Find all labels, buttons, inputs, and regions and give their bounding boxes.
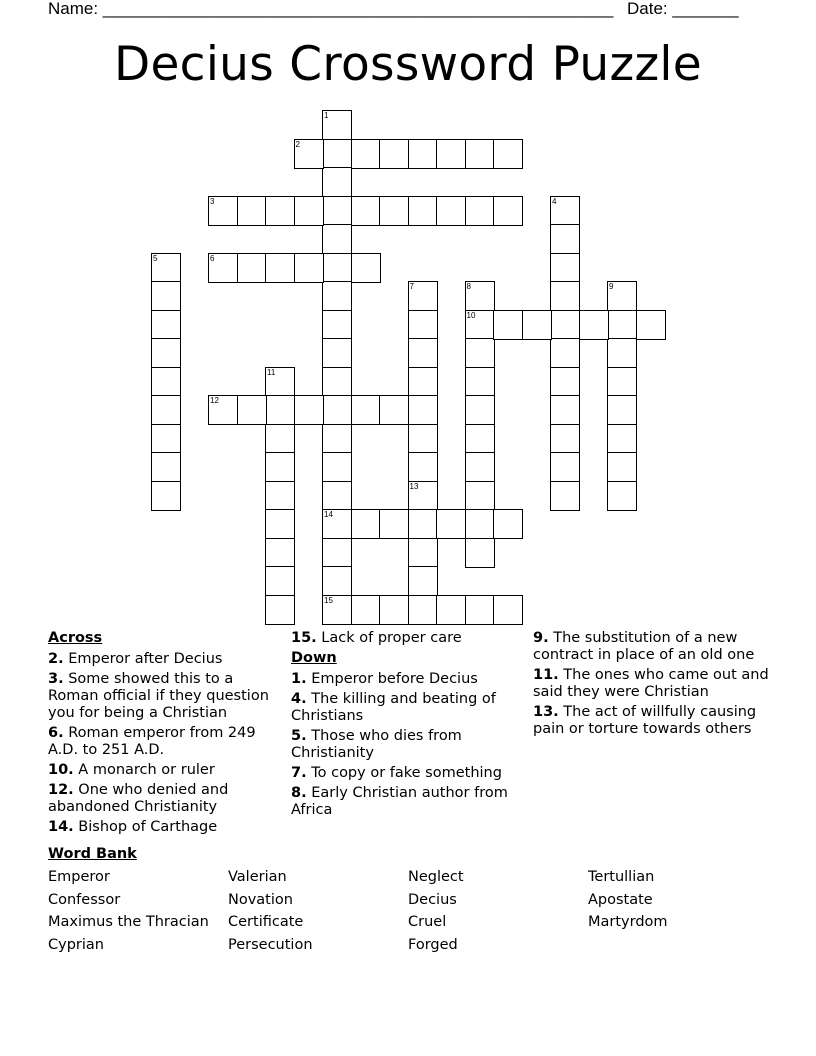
clue-down-5: [291, 728, 529, 762]
clue-text: Lack of proper care: [321, 630, 462, 646]
crossword-cell[interactable]: [151, 367, 181, 397]
crossword-cell[interactable]: [550, 310, 580, 340]
crossword-cell[interactable]: [265, 424, 295, 454]
crossword-cell[interactable]: [322, 509, 352, 539]
crossword-cell[interactable]: [550, 452, 580, 482]
cell-number: 10: [466, 310, 476, 320]
crossword-cell[interactable]: [465, 196, 495, 226]
crossword-cell[interactable]: [322, 281, 352, 311]
crossword-cell[interactable]: [550, 424, 580, 454]
crossword-cell[interactable]: [607, 452, 637, 482]
clue-number: 7.: [291, 765, 307, 781]
crossword-cell[interactable]: [322, 167, 352, 197]
crossword-cell[interactable]: [465, 424, 495, 454]
crossword-cell[interactable]: [607, 424, 637, 454]
word-bank-item: Cyprian: [48, 936, 104, 953]
crossword-cell[interactable]: [265, 367, 295, 397]
crossword-cell[interactable]: [322, 566, 352, 596]
clue-number: 5.: [291, 728, 307, 744]
crossword-cell[interactable]: [465, 139, 495, 169]
crossword-cell[interactable]: [465, 338, 495, 368]
crossword-cell[interactable]: [465, 595, 495, 625]
crossword-cell[interactable]: [550, 395, 580, 425]
crossword-cell[interactable]: [408, 395, 438, 425]
word-bank-item: Neglect: [408, 869, 464, 885]
crossword-cell[interactable]: [493, 595, 523, 625]
clues-column-3: [533, 630, 778, 741]
word-bank-item: Apostate: [588, 891, 653, 908]
clue-number: 8.: [291, 785, 307, 801]
crossword-cell[interactable]: [237, 253, 267, 283]
crossword-cell[interactable]: [265, 253, 295, 283]
word-bank-item: Decius: [408, 891, 457, 908]
crossword-cell[interactable]: [607, 310, 637, 340]
crossword-cell[interactable]: [550, 224, 580, 254]
word-bank-heading: Word Bank: [48, 846, 137, 862]
crossword-cell[interactable]: [265, 481, 295, 511]
crossword-cell[interactable]: [607, 395, 637, 425]
crossword-cell[interactable]: [408, 139, 438, 169]
crossword-cell[interactable]: [151, 395, 181, 425]
cell-number: 12: [210, 396, 219, 405]
clue-across-6: [48, 725, 286, 759]
crossword-cell[interactable]: [408, 566, 438, 596]
crossword-cell[interactable]: [151, 452, 181, 482]
clue-text: To copy or fake something: [311, 765, 502, 781]
word-bank-item: Martyrdom: [588, 914, 668, 930]
clue-across-2: [48, 651, 286, 668]
clue-down-13: [533, 704, 778, 738]
crossword-cell[interactable]: [322, 367, 352, 397]
word-bank-item: Valerian: [228, 869, 287, 885]
word-bank-item: Cruel: [408, 914, 447, 930]
crossword-cell[interactable]: [265, 196, 295, 226]
crossword-cell[interactable]: [607, 281, 637, 311]
crossword-cell[interactable]: [322, 139, 352, 169]
crossword-cell[interactable]: [322, 224, 352, 254]
clue-across-14: [48, 819, 286, 836]
clue-text: Bishop of Carthage: [78, 819, 218, 835]
crossword-cell[interactable]: [322, 310, 352, 340]
crossword-cell[interactable]: [408, 196, 438, 226]
crossword-cell[interactable]: [550, 367, 580, 397]
clue-across-15: [291, 630, 529, 647]
clues-column-1: [48, 630, 286, 839]
crossword-cell[interactable]: [208, 253, 238, 283]
crossword-cell[interactable]: [208, 395, 238, 425]
cell-number: 9: [609, 282, 614, 291]
cell-number: 2: [295, 139, 300, 149]
cell-number: 1: [324, 111, 329, 120]
crossword-cell[interactable]: [237, 395, 267, 425]
crossword-cell[interactable]: [265, 509, 295, 539]
word-bank: [48, 869, 768, 954]
clue-across-10: [48, 762, 286, 779]
crossword-cell[interactable]: [322, 538, 352, 568]
crossword-cell[interactable]: [436, 196, 466, 226]
crossword-cell[interactable]: [351, 395, 381, 425]
clue-text: The ones who came out and said they were Christian: [533, 667, 769, 700]
clue-number: 11.: [533, 667, 559, 683]
down-heading: Down: [291, 650, 337, 666]
crossword-cell[interactable]: [550, 481, 580, 511]
word-bank-item: Persecution: [228, 936, 313, 953]
clue-down-1: [291, 671, 529, 688]
crossword-cell[interactable]: [351, 595, 381, 625]
crossword-cell[interactable]: [379, 595, 409, 625]
clue-text: A monarch or ruler: [78, 762, 215, 778]
clue-down-8: [291, 785, 529, 819]
crossword-cell[interactable]: [550, 338, 580, 368]
cell-number: 8: [466, 282, 471, 291]
crossword-cell[interactable]: [151, 424, 181, 454]
clue-text: One who denied and abandoned Christianity: [48, 782, 229, 815]
clue-across-3: [48, 671, 286, 722]
crossword-cell[interactable]: [607, 338, 637, 368]
clue-down-4: [291, 691, 529, 725]
cell-number: 3: [210, 196, 215, 206]
crossword-cell[interactable]: [322, 481, 352, 511]
crossword-cell[interactable]: [322, 196, 352, 226]
cell-number: 11: [267, 367, 276, 377]
word-bank-item: Tertullian: [588, 869, 655, 885]
crossword-cell[interactable]: [265, 595, 295, 625]
name-field-line: Name: ______________________________________________________: [48, 0, 614, 18]
crossword-cell[interactable]: [465, 452, 495, 482]
crossword-cell[interactable]: [294, 253, 324, 283]
crossword-cell[interactable]: [436, 509, 466, 539]
crossword-cell[interactable]: [379, 139, 409, 169]
crossword-cell[interactable]: [265, 566, 295, 596]
clue-down-11: [533, 667, 778, 701]
crossword-cell[interactable]: [408, 281, 438, 311]
cell-number: 4: [552, 196, 557, 206]
crossword-cell[interactable]: [379, 196, 409, 226]
crossword-cell[interactable]: [493, 139, 523, 169]
crossword-cell[interactable]: [408, 538, 438, 568]
clue-number: 10.: [48, 762, 74, 778]
crossword-cell[interactable]: [408, 424, 438, 454]
clue-text: Roman emperor from 249 A.D. to 251 A.D.: [48, 725, 256, 758]
clue-number: 3.: [48, 671, 64, 687]
crossword-cell[interactable]: [322, 424, 352, 454]
crossword-cell[interactable]: [265, 538, 295, 568]
clue-text: Some showed this to a Roman official if they question you for being a Christian: [48, 671, 269, 721]
crossword-cell[interactable]: [465, 481, 495, 511]
crossword-cell[interactable]: [208, 196, 238, 226]
crossword-cell[interactable]: [550, 253, 580, 283]
crossword-cell[interactable]: [151, 338, 181, 368]
cell-number: 6: [210, 253, 215, 263]
crossword-cell[interactable]: [436, 595, 466, 625]
crossword-cell[interactable]: [151, 253, 181, 283]
crossword-cell[interactable]: [493, 310, 523, 340]
clue-number: 12.: [48, 782, 74, 798]
crossword-cell[interactable]: [579, 310, 609, 340]
crossword-cell[interactable]: [465, 395, 495, 425]
clue-down-9: [533, 630, 778, 664]
word-bank-item: Forged: [408, 936, 458, 953]
clue-number: 2.: [48, 651, 64, 667]
cell-number: 15: [324, 595, 333, 605]
crossword-cell[interactable]: [237, 196, 267, 226]
crossword-cell[interactable]: [408, 338, 438, 368]
clue-text: The killing and beating of Christians: [291, 691, 496, 724]
crossword-cell[interactable]: [465, 281, 495, 311]
crossword-cell[interactable]: [294, 395, 324, 425]
crossword-cell[interactable]: [351, 139, 381, 169]
clue-text: The act of willfully causing pain or torture towards others: [533, 704, 757, 737]
word-bank-item: Confessor: [48, 891, 121, 908]
crossword-cell[interactable]: [322, 253, 352, 283]
crossword-cell[interactable]: [408, 310, 438, 340]
crossword-cell[interactable]: [436, 139, 466, 169]
crossword-cell[interactable]: [294, 196, 324, 226]
clue-text: Emperor before Decius: [311, 671, 478, 687]
across-heading: Across: [48, 630, 103, 646]
clue-number: 4.: [291, 691, 307, 707]
crossword-cell[interactable]: [265, 452, 295, 482]
crossword-cell[interactable]: [351, 196, 381, 226]
crossword-cell[interactable]: [322, 595, 352, 625]
crossword-cell[interactable]: [351, 253, 381, 283]
date-field-line: Date: _______: [627, 0, 739, 18]
crossword-cell[interactable]: [151, 281, 181, 311]
clue-text: Early Christian author from Africa: [291, 785, 508, 818]
cell-number: 7: [409, 282, 414, 291]
crossword-cell[interactable]: [408, 481, 438, 511]
page-title: Decius Crossword Puzzle: [113, 37, 703, 92]
word-bank-item: Maximus the Thracian: [48, 914, 209, 930]
crossword-cell[interactable]: [465, 509, 495, 539]
crossword-cell[interactable]: [322, 395, 352, 425]
crossword-cell[interactable]: [151, 481, 181, 511]
clue-number: 1.: [291, 671, 307, 687]
crossword-cell[interactable]: [493, 196, 523, 226]
clue-text: Emperor after Decius: [68, 651, 223, 667]
crossword-cell[interactable]: [493, 509, 523, 539]
clue-down-7: [291, 765, 529, 782]
crossword-cell[interactable]: [465, 367, 495, 397]
crossword-cell[interactable]: [607, 367, 637, 397]
crossword-cell[interactable]: [322, 338, 352, 368]
crossword-cell[interactable]: [550, 196, 580, 226]
crossword-cell[interactable]: [408, 595, 438, 625]
crossword-cell[interactable]: [322, 452, 352, 482]
clue-text: Those who dies from Christianity: [291, 728, 462, 761]
cell-number: 13: [409, 481, 419, 491]
word-bank-item: Novation: [228, 891, 293, 908]
clue-text: The substitution of a new contract in place of an old one: [533, 630, 755, 663]
crossword-cell[interactable]: [322, 110, 352, 140]
crossword-cell[interactable]: [351, 509, 381, 539]
clue-number: 6.: [48, 725, 64, 741]
clue-number: 15.: [291, 630, 317, 646]
word-bank-item: Certificate: [228, 914, 304, 930]
crossword-cell[interactable]: [550, 281, 580, 311]
word-bank-item: Emperor: [48, 869, 110, 885]
crossword-cell[interactable]: [607, 481, 637, 511]
crossword-cell[interactable]: [465, 538, 495, 568]
crossword-cell[interactable]: [408, 367, 438, 397]
crossword-cell[interactable]: [408, 452, 438, 482]
crossword-cell[interactable]: [465, 310, 495, 340]
crossword-cell[interactable]: [522, 310, 552, 340]
cell-number: 5: [153, 253, 158, 263]
crossword-cell[interactable]: [151, 310, 181, 340]
clue-across-12: [48, 782, 286, 816]
crossword-cell[interactable]: [265, 395, 295, 425]
clue-number: 13.: [533, 704, 559, 720]
clue-number: 14.: [48, 819, 74, 835]
crossword-cell[interactable]: [294, 139, 324, 169]
cell-number: 14: [324, 510, 333, 519]
crossword-cell[interactable]: [379, 395, 409, 425]
crossword-cell[interactable]: [408, 509, 438, 539]
clues-column-2: [291, 630, 529, 822]
crossword-cell[interactable]: [636, 310, 666, 340]
clue-number: 9.: [533, 630, 549, 646]
crossword-cell[interactable]: [379, 509, 409, 539]
